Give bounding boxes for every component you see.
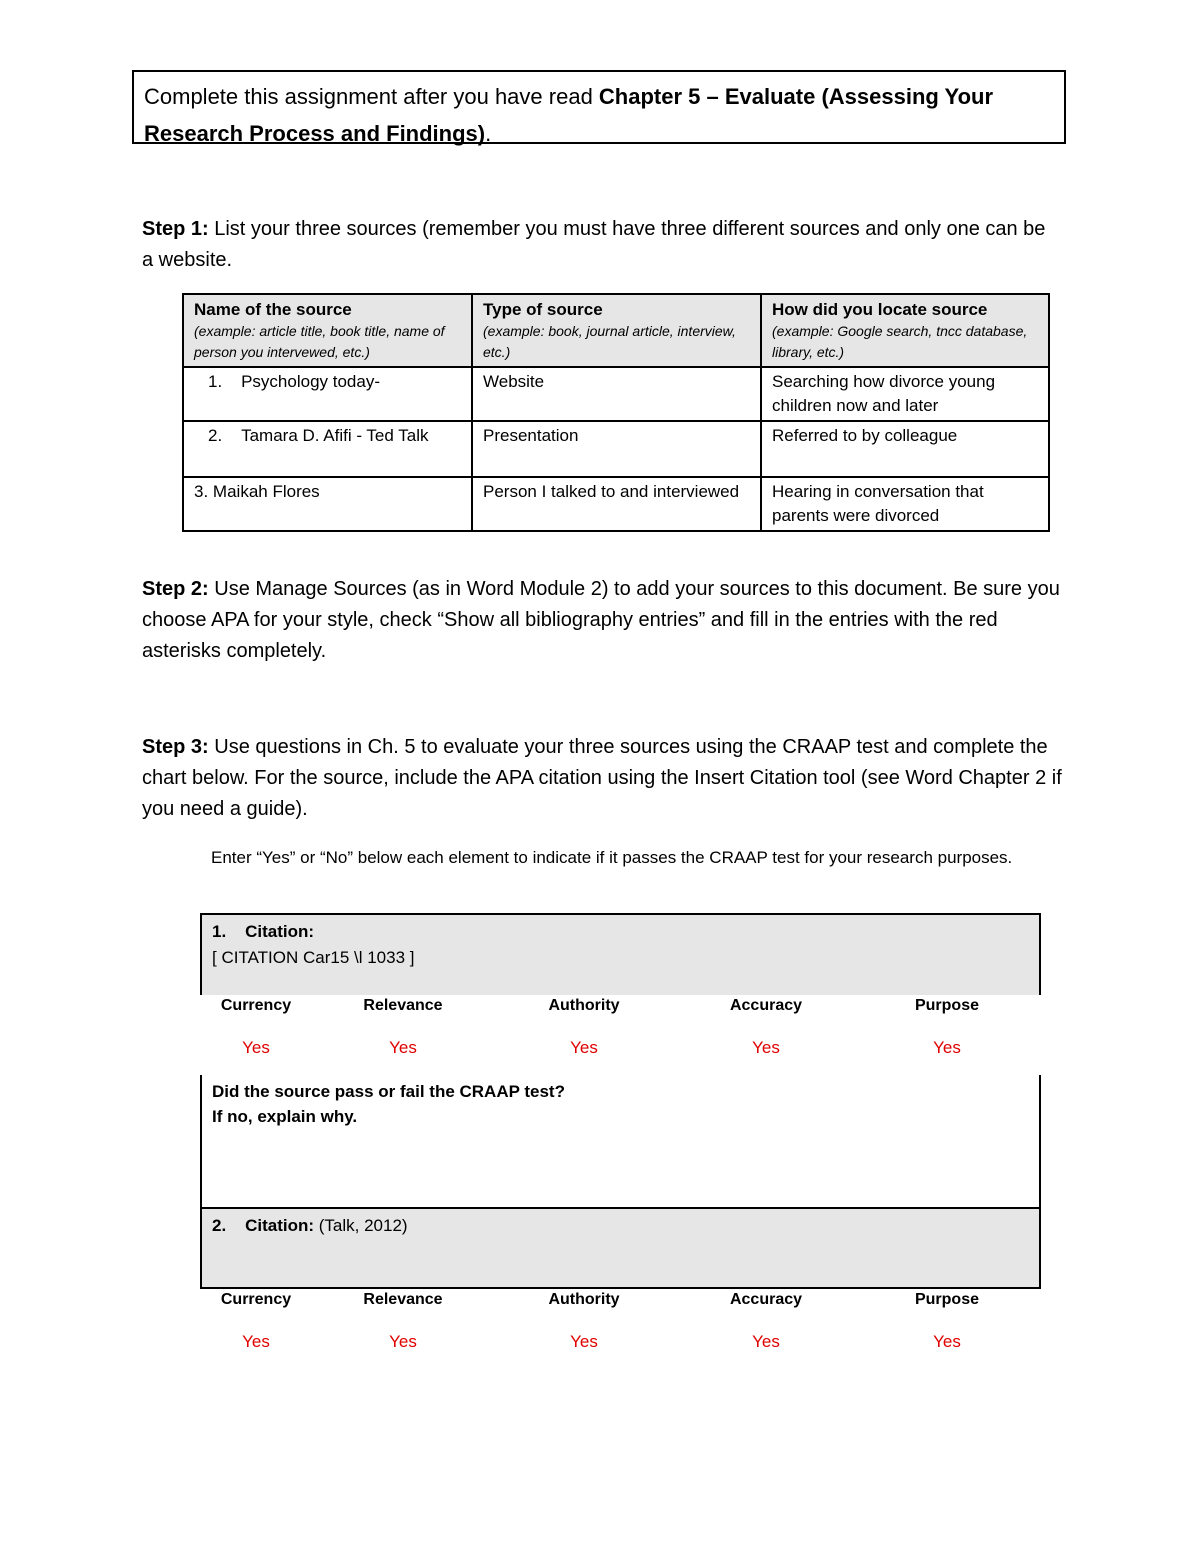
citation-2-box[interactable] [200,1207,1041,1289]
criteria-purpose-2: Purpose [914,1291,979,1308]
answer-authority-1[interactable]: Yes [570,1038,598,1057]
step3-text: Use questions in Ch. 5 to evaluate your three sources using the CRAAP test and complete the chart below. For the source, include the APA citation using the Insert Citation tool (see Word Chapter 2 if you need a guide). [142,736,1062,820]
source-name: Tamara D. Afifi - Ted Talk [241,426,429,445]
step1-text: List your three sources (remember you must have three different sources and only one can be a website. [142,218,1046,271]
header-name-title: Name of the source [194,300,352,319]
answer-accuracy-2[interactable]: Yes [752,1332,780,1351]
pass-fail-question: Did the source pass or fail the CRAAP test? [212,1082,565,1101]
answer-authority-2[interactable]: Yes [570,1332,598,1351]
table-row [183,367,1049,421]
header-located-example: (example: Google search, tncc database, library, etc.) [772,323,1028,360]
step2-paragraph [142,574,1062,667]
criteria-relevance-1: Relevance [363,997,443,1014]
citation-2-heading [212,1213,1029,1239]
intro-period: . [485,121,492,146]
criteria-accuracy-2: Accuracy [729,1291,803,1308]
criteria-currency-1: Currency [220,997,292,1014]
answer-purpose-2[interactable]: Yes [933,1332,961,1351]
table-row [183,421,1049,477]
answer-relevance-2[interactable]: Yes [389,1332,417,1351]
header-type [472,294,761,367]
citation-1-value[interactable]: [ CITATION Car15 \l 1033 ] [212,948,415,967]
pass-fail-box[interactable] [200,1075,1041,1208]
intro-box [132,70,1066,144]
source-type-cell[interactable]: Website [472,367,761,421]
source-located-cell[interactable]: Searching how divorce young children now and later [761,367,1049,421]
step1-paragraph [142,214,1062,276]
source-name: Maikah Flores [212,482,320,501]
source-located-cell[interactable]: Hearing in conversation that parents were divorced [761,477,1049,531]
sources-header-row [183,294,1049,367]
source-name-cell[interactable] [183,477,472,531]
intro-text: Complete this assignment after you have read [144,84,599,109]
criteria-authority-2: Authority [548,1291,620,1308]
citation-2-value[interactable]: (Talk, 2012) [314,1216,408,1235]
answer-relevance-1[interactable]: Yes [389,1038,417,1057]
answer-purpose-1[interactable]: Yes [933,1038,961,1057]
row-number: 2. [208,426,223,445]
header-type-title: Type of source [483,300,603,319]
citation-1-number: 1. [212,922,227,941]
step3-paragraph [142,732,1062,825]
answer-currency-2[interactable]: Yes [242,1332,270,1351]
pass-fail-explain: If no, explain why. [212,1107,358,1126]
source-name-cell[interactable] [183,421,472,477]
answer-currency-1[interactable]: Yes [242,1038,270,1057]
header-located [761,294,1049,367]
source-type-cell[interactable]: Person I talked to and interviewed [472,477,761,531]
source-type-cell[interactable]: Presentation [472,421,761,477]
header-located-title: How did you locate source [772,300,988,319]
step1-label: Step 1: [142,218,209,240]
header-name [183,294,472,367]
table-row [183,477,1049,531]
step2-label: Step 2: [142,578,209,600]
source-name-cell[interactable] [183,367,472,421]
source-name: Psychology today- [241,372,380,391]
citation-1-label: Citation: [245,922,315,941]
citation-2-label: Citation: [245,1216,315,1235]
criteria-currency-2: Currency [220,1291,292,1308]
criteria-relevance-2: Relevance [363,1291,443,1308]
step3-label: Step 3: [142,736,209,758]
row-number: 1. [208,372,223,391]
answer-accuracy-1[interactable]: Yes [752,1038,780,1057]
source-located-cell[interactable]: Referred to by colleague [761,421,1049,477]
citation-2-number: 2. [212,1216,227,1235]
step2-text: Use Manage Sources (as in Word Module 2) to add your sources to this document. Be sure you choose APA for your style, check “Show all bibliography entries” and fill in the entries with the red asterisks completely. [142,578,1060,662]
sources-table [182,293,1050,532]
criteria-accuracy-1: Accuracy [729,997,803,1014]
header-name-example: (example: article title, book title, name of person you intervewed, etc.) [194,323,445,360]
row-number: 3. [194,482,209,501]
craap-instruction: Enter “Yes” or “No” below each element to indicate if it passes the CRAAP test for your research purposes. [211,848,1013,867]
citation-1-box[interactable] [200,913,1041,995]
criteria-purpose-1: Purpose [914,997,979,1014]
intro-chapter: Chapter 5 – Evaluate (Assessing Your Research Process and Findings) [144,84,994,146]
criteria-authority-1: Authority [548,997,620,1014]
citation-1-heading [212,919,1029,945]
header-type-example: (example: book, journal article, interview, etc.) [483,323,736,360]
